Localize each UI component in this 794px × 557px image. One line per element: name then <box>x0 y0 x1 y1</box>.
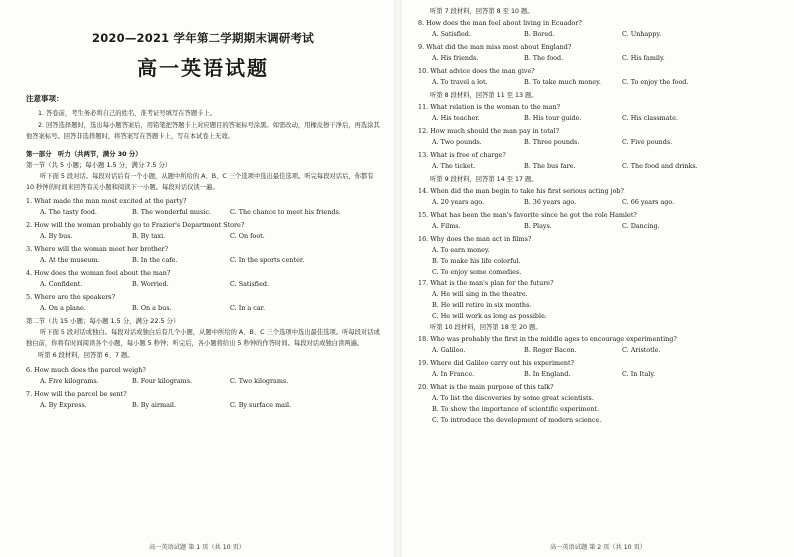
question-block <box>26 365 380 387</box>
option-c: C. His classmate. <box>622 114 678 122</box>
option-c: C. To enjoy the food. <box>622 78 689 86</box>
question-block <box>418 234 784 278</box>
option-a: A. Confident. <box>40 280 83 289</box>
option-a: A. 20 years ago. <box>432 198 485 206</box>
option-c: C. By surface mail. <box>230 400 292 409</box>
option-a: A. By Express. <box>40 400 87 409</box>
option-b: B. On a bus. <box>132 304 172 313</box>
question-text: 2. How will the woman probably go to Frazier's Department Store? <box>26 221 245 230</box>
option-b: B. Four kilograms. <box>132 376 193 385</box>
option-b: B. To make his life colorful. <box>432 257 521 265</box>
section2-instructions: 听下面 5 段对话或独白。每段对话或独白后有几个小题，从题中所给的 A、B、C 三个选项中选出最佳选项。听每段对话或独白前，你将有时间阅读各个小题，每小题 5 秒钟；听完后，各小题将给出 5 秒钟的作答时间。每段对话或独白读两遍。 <box>26 329 380 348</box>
option-row <box>418 53 784 64</box>
page-1 <box>0 0 394 557</box>
question-block <box>418 278 784 322</box>
question-text: 11. What relation is the woman to the man? <box>418 103 561 111</box>
option-b: B. In the cafe. <box>132 256 178 265</box>
option-row <box>26 255 380 266</box>
question-block <box>26 292 380 314</box>
option-row <box>418 221 784 232</box>
option-a: A. Two pounds. <box>432 138 482 146</box>
question-block <box>418 334 784 356</box>
question-text: 17. What is the man's plan for the future? <box>418 279 554 287</box>
option-c: C. On foot. <box>230 232 265 241</box>
option-a: A. Films. <box>432 222 461 230</box>
question-block <box>418 186 784 208</box>
question-text: 6. How much does the parcel weigh? <box>26 365 146 374</box>
option-b: B. The bus fare. <box>524 162 576 170</box>
question-block <box>418 102 784 124</box>
question-text: 4. How does the woman feel about the man? <box>26 269 171 278</box>
option-c: C. Aristotle. <box>622 346 661 354</box>
option-a: A. His teacher. <box>432 114 480 122</box>
question-text: 15. What has been the man's favorite since he got the role Hamlet? <box>418 211 637 219</box>
option-b: B. The wonderful music. <box>132 208 211 217</box>
option-row <box>418 161 784 172</box>
question-block <box>26 244 380 266</box>
question-block <box>418 358 784 380</box>
option-c: C. The chance to meet his friends. <box>230 208 341 217</box>
option-b: B. Plays. <box>524 222 552 230</box>
question-text: 7. How will the parcel be sent? <box>26 389 127 398</box>
option-a: A. By bus. <box>40 232 73 241</box>
option-b: B. Roger Bacon. <box>524 346 577 354</box>
note-2: 2. 回答选择题时，选出每小题答案后，用铅笔把答题卡上对应题目的答案标号涂黑。如需改动，用橡皮擦干净后，再选涂其他答案标号。回答非选择题时，将答案写在答题卡上，写在本试卷上无效。 <box>26 121 380 141</box>
note-1: 1. 答卷前，考生务必将自己的姓名、准考证号填写在答题卡上。 <box>38 110 217 117</box>
question-text: 12. How much should the man pay in total? <box>418 127 560 135</box>
option-b: B. Three pounds. <box>524 138 580 146</box>
option-a: A. The tasty food. <box>40 208 97 217</box>
question-block <box>418 210 784 232</box>
section1-heading: 第一节（共 5 小题；每小题 1.5 分，满分 7.5 分） <box>26 160 172 169</box>
option-a: A. Satisfied. <box>432 30 471 38</box>
option-row <box>26 207 380 218</box>
option-row <box>26 279 380 290</box>
material-10-note: 听第 10 段材料，回答第 18 至 20 题。 <box>430 324 542 331</box>
notes-heading: 注意事项： <box>26 94 64 103</box>
option-c: C. To enjoy some comedies. <box>432 268 522 276</box>
option-b: B. Worried. <box>132 280 169 289</box>
option-a: A. He will sing in the theatre. <box>432 290 528 298</box>
part1-heading: 第一部分 听力（共两节，满分 30 分） <box>26 149 142 158</box>
page-2-footer: 高一英语试题 第 2 页（共 10 页） <box>550 544 646 551</box>
question-block <box>418 150 784 172</box>
question-block <box>26 196 380 218</box>
option-a: A. To travel a lot. <box>432 78 488 86</box>
option-row <box>26 400 380 411</box>
exam-main-title: 高一英语试题 <box>137 56 269 80</box>
question-text: 18. Who was probably the first in the middle ages to encourage experimenting? <box>418 335 677 343</box>
question-block <box>418 66 784 88</box>
option-b: B. To show the importance of scientific experiment. <box>432 405 600 413</box>
section1-instructions: 听下面 5 段对话。每段对话后有一个小题，从题中所给的 A、B、C 三个选项中选出最佳选项。听完每段对话后，你都有 10 秒钟的时间来回答有关小题和阅读下一小题。每段对话仅读一遍。 <box>26 172 374 191</box>
option-b: B. In England. <box>524 370 571 378</box>
page-2 <box>402 0 794 557</box>
question-block <box>26 268 380 290</box>
option-b: B. The food. <box>524 54 564 62</box>
option-b: B. By taxi. <box>132 232 166 241</box>
option-c: C. In a car. <box>230 304 266 313</box>
option-c: C. Satisfied. <box>230 280 269 289</box>
page-gutter <box>394 0 402 557</box>
option-row <box>26 303 380 314</box>
option-b: B. 36 years ago. <box>524 198 577 206</box>
option-c: C. Five pounds. <box>622 138 673 146</box>
question-text: 3. Where will the woman meet her brother? <box>26 245 169 254</box>
option-a: A. To list the discoveries by some great scientists. <box>432 394 594 402</box>
question-text: 19. Where did Galileo carry out his experiment? <box>418 359 574 367</box>
option-row <box>418 345 784 356</box>
question-text: 10. What advice does the man give? <box>418 67 535 75</box>
option-row <box>26 376 380 387</box>
option-a: A. At the museum. <box>40 256 100 265</box>
question-text: 5. Where are the speakers? <box>26 293 116 302</box>
option-row <box>418 29 784 40</box>
question-text: 1. What made the man most excited at the party? <box>26 197 187 206</box>
option-c: C. Two kilograms. <box>230 376 289 385</box>
question-text: 9. What did the man miss most about England? <box>418 43 572 51</box>
option-row <box>418 77 784 88</box>
option-c: C. 66 years ago. <box>622 198 675 206</box>
option-c: C. Dancing. <box>622 222 660 230</box>
option-row <box>418 113 784 124</box>
option-row <box>418 137 784 148</box>
question-text: 8. How does the man feel about living in Ecuador? <box>418 19 582 27</box>
option-c: C. In Italy. <box>622 370 656 378</box>
option-row <box>418 197 784 208</box>
option-b: B. His tour guide. <box>524 114 582 122</box>
question-block <box>418 126 784 148</box>
question-block <box>418 42 784 64</box>
option-row <box>26 231 380 242</box>
question-text: 14. When did the man begin to take his first serious acting job? <box>418 187 624 195</box>
material-9-note: 听第 9 段材料，回答第 14 至 17 题。 <box>430 176 538 183</box>
option-c: C. His family. <box>622 54 665 62</box>
option-a: A. Galileo. <box>432 346 466 354</box>
question-text: 13. What is free of charge? <box>418 151 506 159</box>
option-a: A. The ticket. <box>432 162 476 170</box>
option-row <box>418 369 784 380</box>
option-a: A. In France. <box>432 370 475 378</box>
option-c: C. To introduce the development of modern science. <box>432 416 602 424</box>
question-text: 20. What is the main purpose of this talk? <box>418 383 554 391</box>
question-block <box>418 18 784 40</box>
page-1-footer: 高一英语试题 第 1 页（共 10 页） <box>149 544 245 551</box>
option-b: B. By airmail. <box>132 400 176 409</box>
option-b: B. He will retire in six months. <box>432 301 532 309</box>
exam-year-title: 2020—2021 学年第二学期期末调研考试 <box>92 31 314 45</box>
option-c: C. He will work as long as possible. <box>432 312 547 320</box>
option-a: A. Five kilograms. <box>40 376 99 385</box>
question-block <box>26 220 380 242</box>
option-b: B. Bored. <box>524 30 555 38</box>
material-8-note: 听第 8 段材料，回答第 11 至 13 题。 <box>430 92 538 99</box>
material-6-note: 听第 6 段材料，回答第 6、7 题。 <box>38 351 134 359</box>
option-c: C. In the sports center. <box>230 256 305 265</box>
question-text: 16. Why does the man act in films? <box>418 235 532 243</box>
question-block <box>26 389 380 411</box>
option-a: A. On a plane. <box>40 304 86 313</box>
option-c: C. Unhappy. <box>622 30 662 38</box>
question-block <box>418 382 784 426</box>
option-c: C. The food and drinks. <box>622 162 698 170</box>
option-b: B. To take much money. <box>524 78 601 86</box>
option-a: A. His friends. <box>432 54 479 62</box>
section2-heading: 第二节（共 15 小题；每小题 1.5 分，满分 22.5 分） <box>26 317 180 326</box>
option-a: A. To earn money. <box>432 246 490 254</box>
material-7-note: 听第 7 段材料，回答第 8 至 10 题。 <box>430 8 534 15</box>
